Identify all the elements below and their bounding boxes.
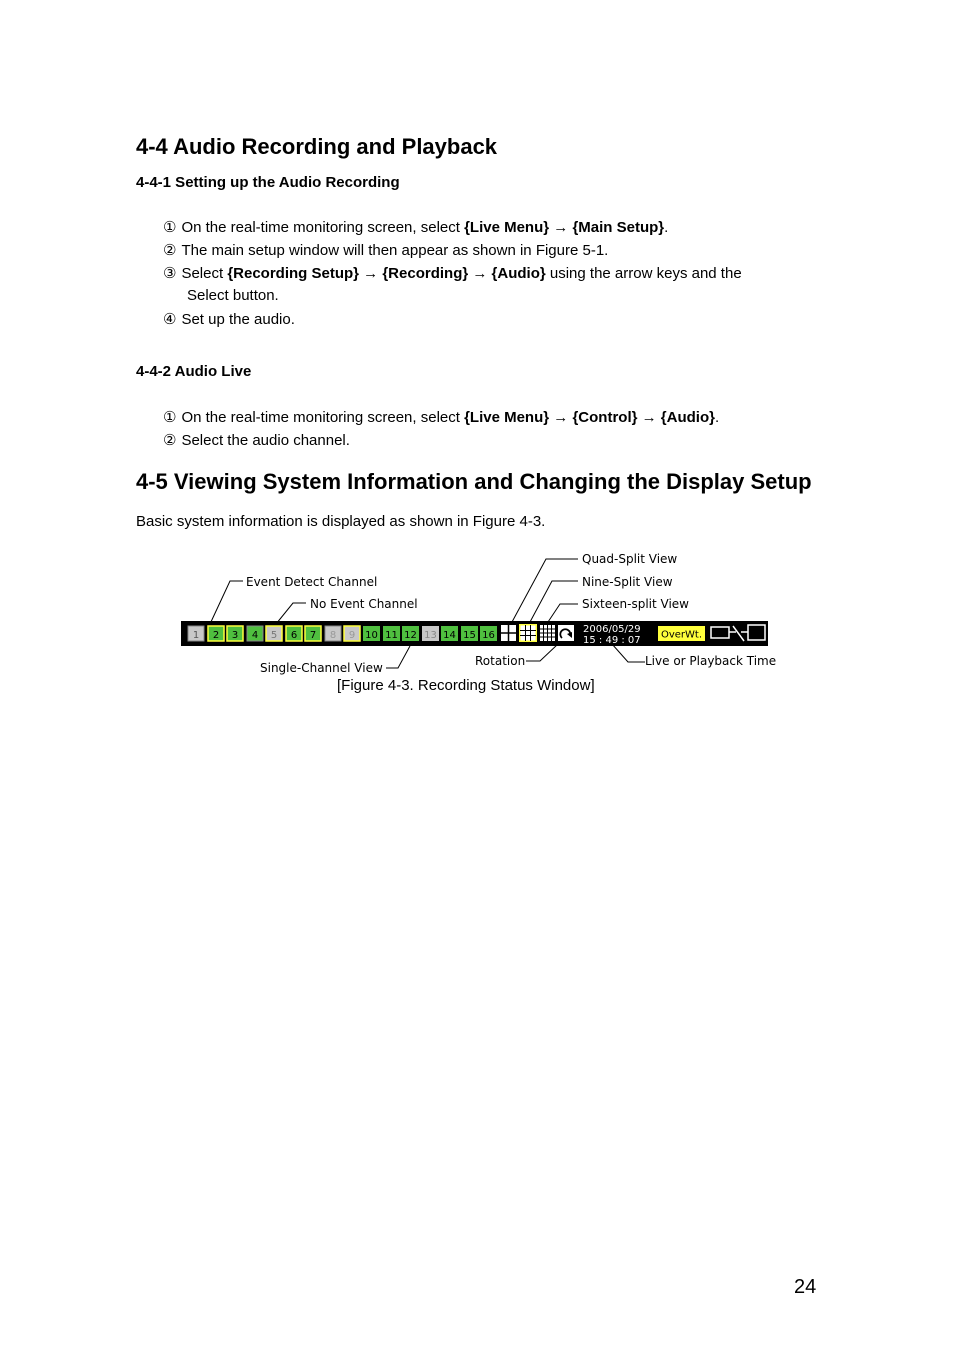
leader-time: [612, 644, 645, 662]
svg-text:16: 16: [482, 630, 495, 641]
label-no-event: No Event Channel: [310, 597, 418, 611]
list-item: ① On the real-time monitoring screen, select {Live Menu} → {Main Setup}.: [163, 218, 669, 236]
list-item: ① On the real-time monitoring screen, select {Live Menu} → {Control} → {Audio}.: [163, 408, 720, 426]
page-number: 24: [794, 1276, 817, 1298]
channel-5-button[interactable]: [266, 626, 282, 641]
subsection-title-4-4-2: 4-4-2 Audio Live: [136, 363, 252, 380]
svg-text:10: 10: [365, 630, 378, 641]
channel-14-button[interactable]: [441, 626, 458, 641]
section-title-4-4: 4-4 Audio Recording and Playback: [136, 134, 498, 159]
channel-15-button[interactable]: [461, 626, 478, 641]
svg-text:4: 4: [251, 630, 259, 641]
label-quad: Quad-Split View: [582, 552, 678, 566]
leader-single-channel: [386, 646, 410, 668]
svg-text:9: 9: [348, 630, 356, 641]
channel-8-button[interactable]: [325, 626, 341, 641]
leader-rotation: [526, 644, 558, 661]
label-rotation: Rotation: [475, 654, 526, 668]
channel-7-button[interactable]: [305, 626, 321, 641]
rotation-icon[interactable]: [558, 625, 574, 641]
sixteen-split-icon[interactable]: [540, 625, 555, 641]
label-nine: Nine-Split View: [582, 575, 673, 589]
svg-text:2: 2: [212, 630, 220, 641]
channel-11-button[interactable]: [383, 626, 400, 641]
svg-text:1: 1: [192, 630, 200, 641]
leader-event-detect: [210, 581, 243, 624]
channel-13-button[interactable]: [422, 626, 439, 641]
label-time: Live or Playback Time: [645, 654, 777, 668]
leader-quad: [512, 559, 578, 622]
svg-text:8: 8: [329, 630, 337, 641]
channel-3-button[interactable]: [227, 626, 243, 641]
svg-text:13: 13: [424, 630, 437, 641]
section-title-4-5: 4-5 Viewing System Information and Changing the Display Setup: [136, 469, 812, 494]
leader-sixteen: [548, 604, 578, 622]
svg-text:OverWt.: OverWt.: [660, 629, 703, 641]
overwrite-badge: [658, 626, 705, 641]
channel-1-button[interactable]: [188, 626, 204, 641]
label-single-channel: Single-Channel View: [260, 661, 383, 675]
quad-split-icon[interactable]: [501, 625, 516, 641]
section-intro: Basic system information is displayed as shown in Figure 4-3.: [136, 513, 546, 530]
channel-10-button[interactable]: [363, 626, 380, 641]
svg-text:5: 5: [270, 630, 278, 641]
channel-2-button[interactable]: [208, 626, 224, 641]
svg-text:15: 15: [463, 630, 476, 641]
nine-split-icon[interactable]: [519, 624, 537, 642]
date-display: 2006/05/29: [583, 624, 641, 635]
svg-text:3: 3: [231, 630, 239, 641]
svg-text:6: 6: [290, 630, 298, 641]
svg-text:12: 12: [404, 630, 417, 641]
list-item-continuation: Select button.: [187, 287, 279, 304]
subsection-title-4-4-1: 4-4-1 Setting up the Audio Recording: [136, 174, 400, 191]
list-item: ③ Select {Recording Setup} → {Recording} → {Audio} using the arrow keys and the: [163, 264, 742, 282]
label-sixteen: Sixteen-split View: [582, 597, 689, 611]
list-item: ④ Set up the audio.: [163, 310, 295, 328]
leader-nine: [530, 581, 578, 622]
label-event-detect: Event Detect Channel: [246, 575, 378, 589]
svg-text:7: 7: [309, 630, 317, 641]
time-display: 15 : 49 : 07: [583, 635, 641, 646]
channel-6-button[interactable]: [286, 626, 302, 641]
channel-16-button[interactable]: [480, 626, 497, 641]
channel-9-button[interactable]: [344, 626, 360, 641]
leader-no-event: [276, 603, 306, 624]
svg-text:14: 14: [443, 630, 456, 641]
channel-4-button[interactable]: [247, 626, 263, 641]
list-item: ② Select the audio channel.: [163, 431, 350, 449]
svg-text:11: 11: [385, 630, 398, 641]
figure-caption: [Figure 4-3. Recording Status Window]: [337, 677, 595, 694]
channel-12-button[interactable]: [402, 626, 419, 641]
list-item: ② The main setup window will then appear as shown in Figure 5-1.: [163, 241, 609, 259]
